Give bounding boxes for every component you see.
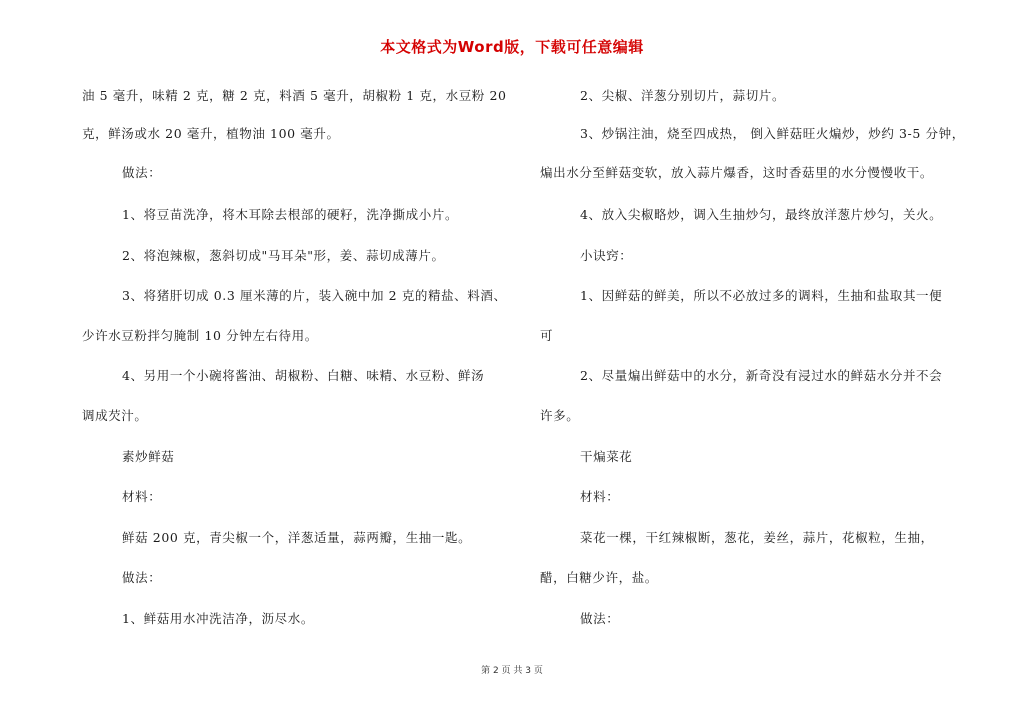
text-line: 4、放入尖椒略炒，调入生抽炒匀，最终放洋葱片炒匀，关火。 [580,207,943,222]
text-line: 小诀窍： [580,248,633,263]
text-line: 做法： [122,165,162,180]
page-number-footer: 第 2 页 共 3 页 [481,666,543,676]
section-heading: 干煸菜花 [580,449,633,464]
text-line: 煸出水分至鲜菇变软，放入蒜片爆香，这时香菇里的水分慢慢收干。 [540,165,934,180]
text-line: 少许水豆粉拌匀腌制 10 分钟左右待用。 [82,328,318,343]
text-line: 鲜菇 200 克，青尖椒一个，洋葱适量，蒜两瓣，生抽一匙。 [122,530,472,545]
document-header-title: 本文格式为Word版，下载可任意编辑 [380,38,644,56]
text-line: 1、鲜菇用水冲洗洁净，沥尽水。 [122,611,314,626]
text-line: 做法： [580,611,620,626]
text-line: 3、炒锅注油，烧至四成热， 倒入鲜菇旺火煸炒，炒约 3-5 分钟， [580,126,965,141]
text-line: 1、将豆苗洗净，将木耳除去根部的硬籽，洗净撕成小片。 [122,207,459,222]
text-line: 1、因鲜菇的鲜美，所以不必放过多的调料，生抽和盐取其一便 [580,288,943,303]
text-line: 醋，白糖少许，盐。 [540,570,658,585]
text-line: 2、将泡辣椒，葱斜切成"马耳朵"形，姜、蒜切成薄片。 [122,248,445,263]
text-line: 4、另用一个小碗将酱油、胡椒粉、白糖、味精、水豆粉、鲜汤 [122,368,485,383]
text-line: 3、将猪肝切成 0.3 厘米薄的片，装入碗中加 2 克的精盐、料酒、 [122,288,507,303]
text-line: 克，鲜汤或水 20 毫升，植物油 100 毫升。 [82,126,340,141]
text-line: 调成芡汁。 [82,408,148,423]
text-line: 油 5 毫升，味精 2 克，糖 2 克，料酒 5 毫升，胡椒粉 1 克，水豆粉 20 [82,88,507,103]
text-line: 可 [540,328,554,343]
text-line: 做法： [122,570,162,585]
section-heading: 素炒鲜菇 [122,449,175,464]
text-line: 许多。 [540,408,580,423]
text-line: 材料： [580,489,620,504]
text-line: 2、尖椒、洋葱分别切片，蒜切片。 [580,88,786,103]
text-line: 2、尽量煸出鲜菇中的水分，新奇没有浸过水的鲜菇水分并不会 [580,368,943,383]
text-line: 材料： [122,489,162,504]
text-line: 菜花一棵，干红辣椒断，葱花，姜丝，蒜片，花椒粒，生抽， [580,530,934,545]
